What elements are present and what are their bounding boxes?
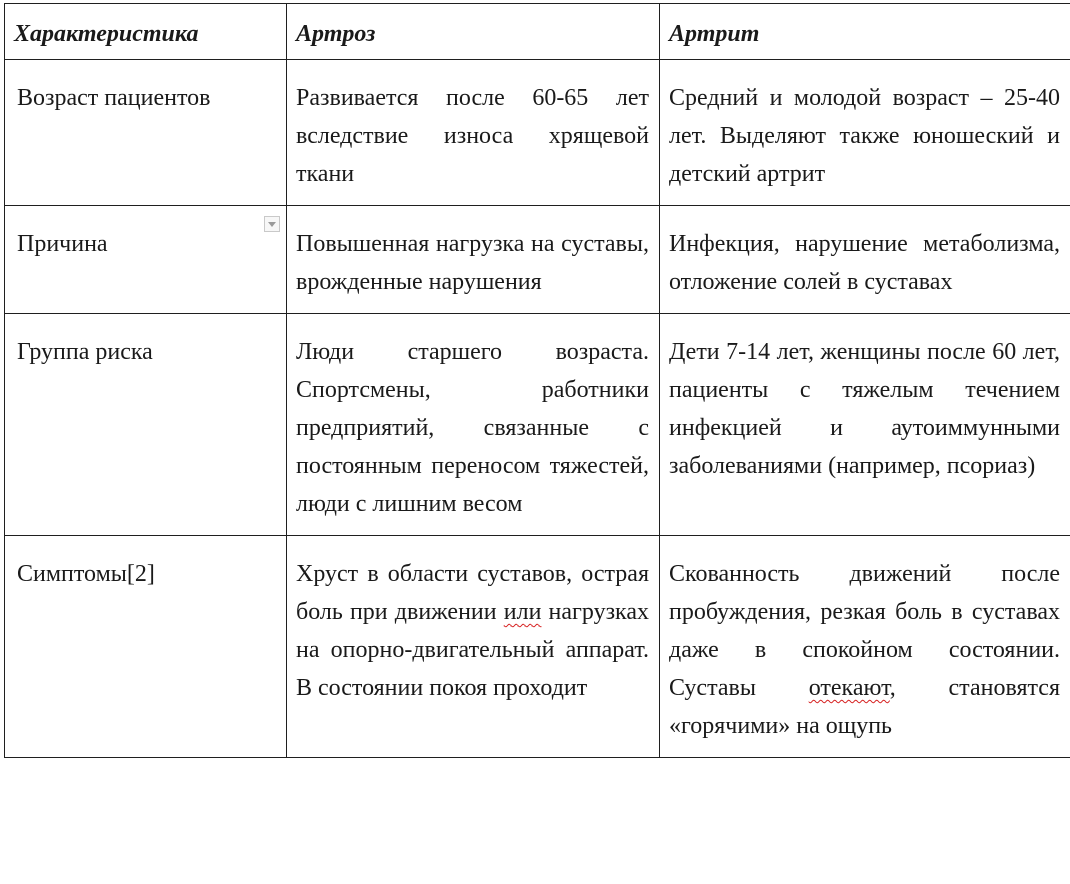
table-row	[5, 536, 1070, 758]
cell-text: нагрузках на опорно-двигательный аппарат. В состоянии покоя проходит	[296, 599, 650, 701]
arthritis-cell[interactable]: Средний и молодой возраст – 25-40 лет. Выделяют также юношеский и детский артрит	[660, 60, 1070, 206]
table-row	[5, 206, 1070, 314]
arthrosis-cell[interactable]: Люди старшего возраста. Спортсмены, работники предприятий, связанные с постоянным переносом тяжестей, люди с лишним весом	[287, 314, 660, 536]
table-row	[5, 60, 1070, 206]
row-label-cell[interactable]	[5, 206, 287, 314]
spellcheck-flagged-word[interactable]: отекают	[808, 675, 890, 701]
cell-text: , становятся «горячими» на ощупь	[669, 675, 1060, 739]
cell-text: Скованность движений после пробуждения, резкая боль в суставах даже в спокойном состоянии. Суставы	[669, 561, 1060, 701]
arthritis-cell[interactable]	[660, 536, 1070, 758]
arthrosis-cell[interactable]	[287, 536, 660, 758]
row-label-cell[interactable]: Возраст пациентов	[5, 60, 287, 206]
arthritis-cell[interactable]: Дети 7-14 лет, женщины после 60 лет, пациенты с тяжелым течением инфекцией и аутоиммунными заболеваниями (например, псориаз)	[660, 314, 1070, 536]
table-row	[5, 314, 1070, 536]
row-label-text: Причина	[17, 231, 108, 257]
spellcheck-flagged-word[interactable]: или	[503, 599, 542, 625]
header-characteristic[interactable]: Характеристика	[5, 4, 287, 60]
cell-text: Хруст в области суставов, острая боль при движении	[296, 561, 649, 625]
table-header-row	[5, 4, 1070, 60]
arthrosis-cell[interactable]: Повышенная нагрузка на суставы, врожденные нарушения	[287, 206, 660, 314]
header-arthrosis[interactable]: Артроз	[287, 4, 660, 60]
comparison-table	[4, 3, 1070, 758]
row-label-cell[interactable]: Симптомы[2]	[5, 536, 287, 758]
row-label-cell[interactable]: Группа риска	[5, 314, 287, 536]
cell-dropdown-icon[interactable]	[264, 216, 280, 232]
arthritis-cell[interactable]: Инфекция, нарушение метаболизма, отложение солей в суставах	[660, 206, 1070, 314]
arthrosis-cell[interactable]: Развивается после 60-65 лет вследствие износа хрящевой ткани	[287, 60, 660, 206]
header-arthritis[interactable]: Артрит	[660, 4, 1070, 60]
